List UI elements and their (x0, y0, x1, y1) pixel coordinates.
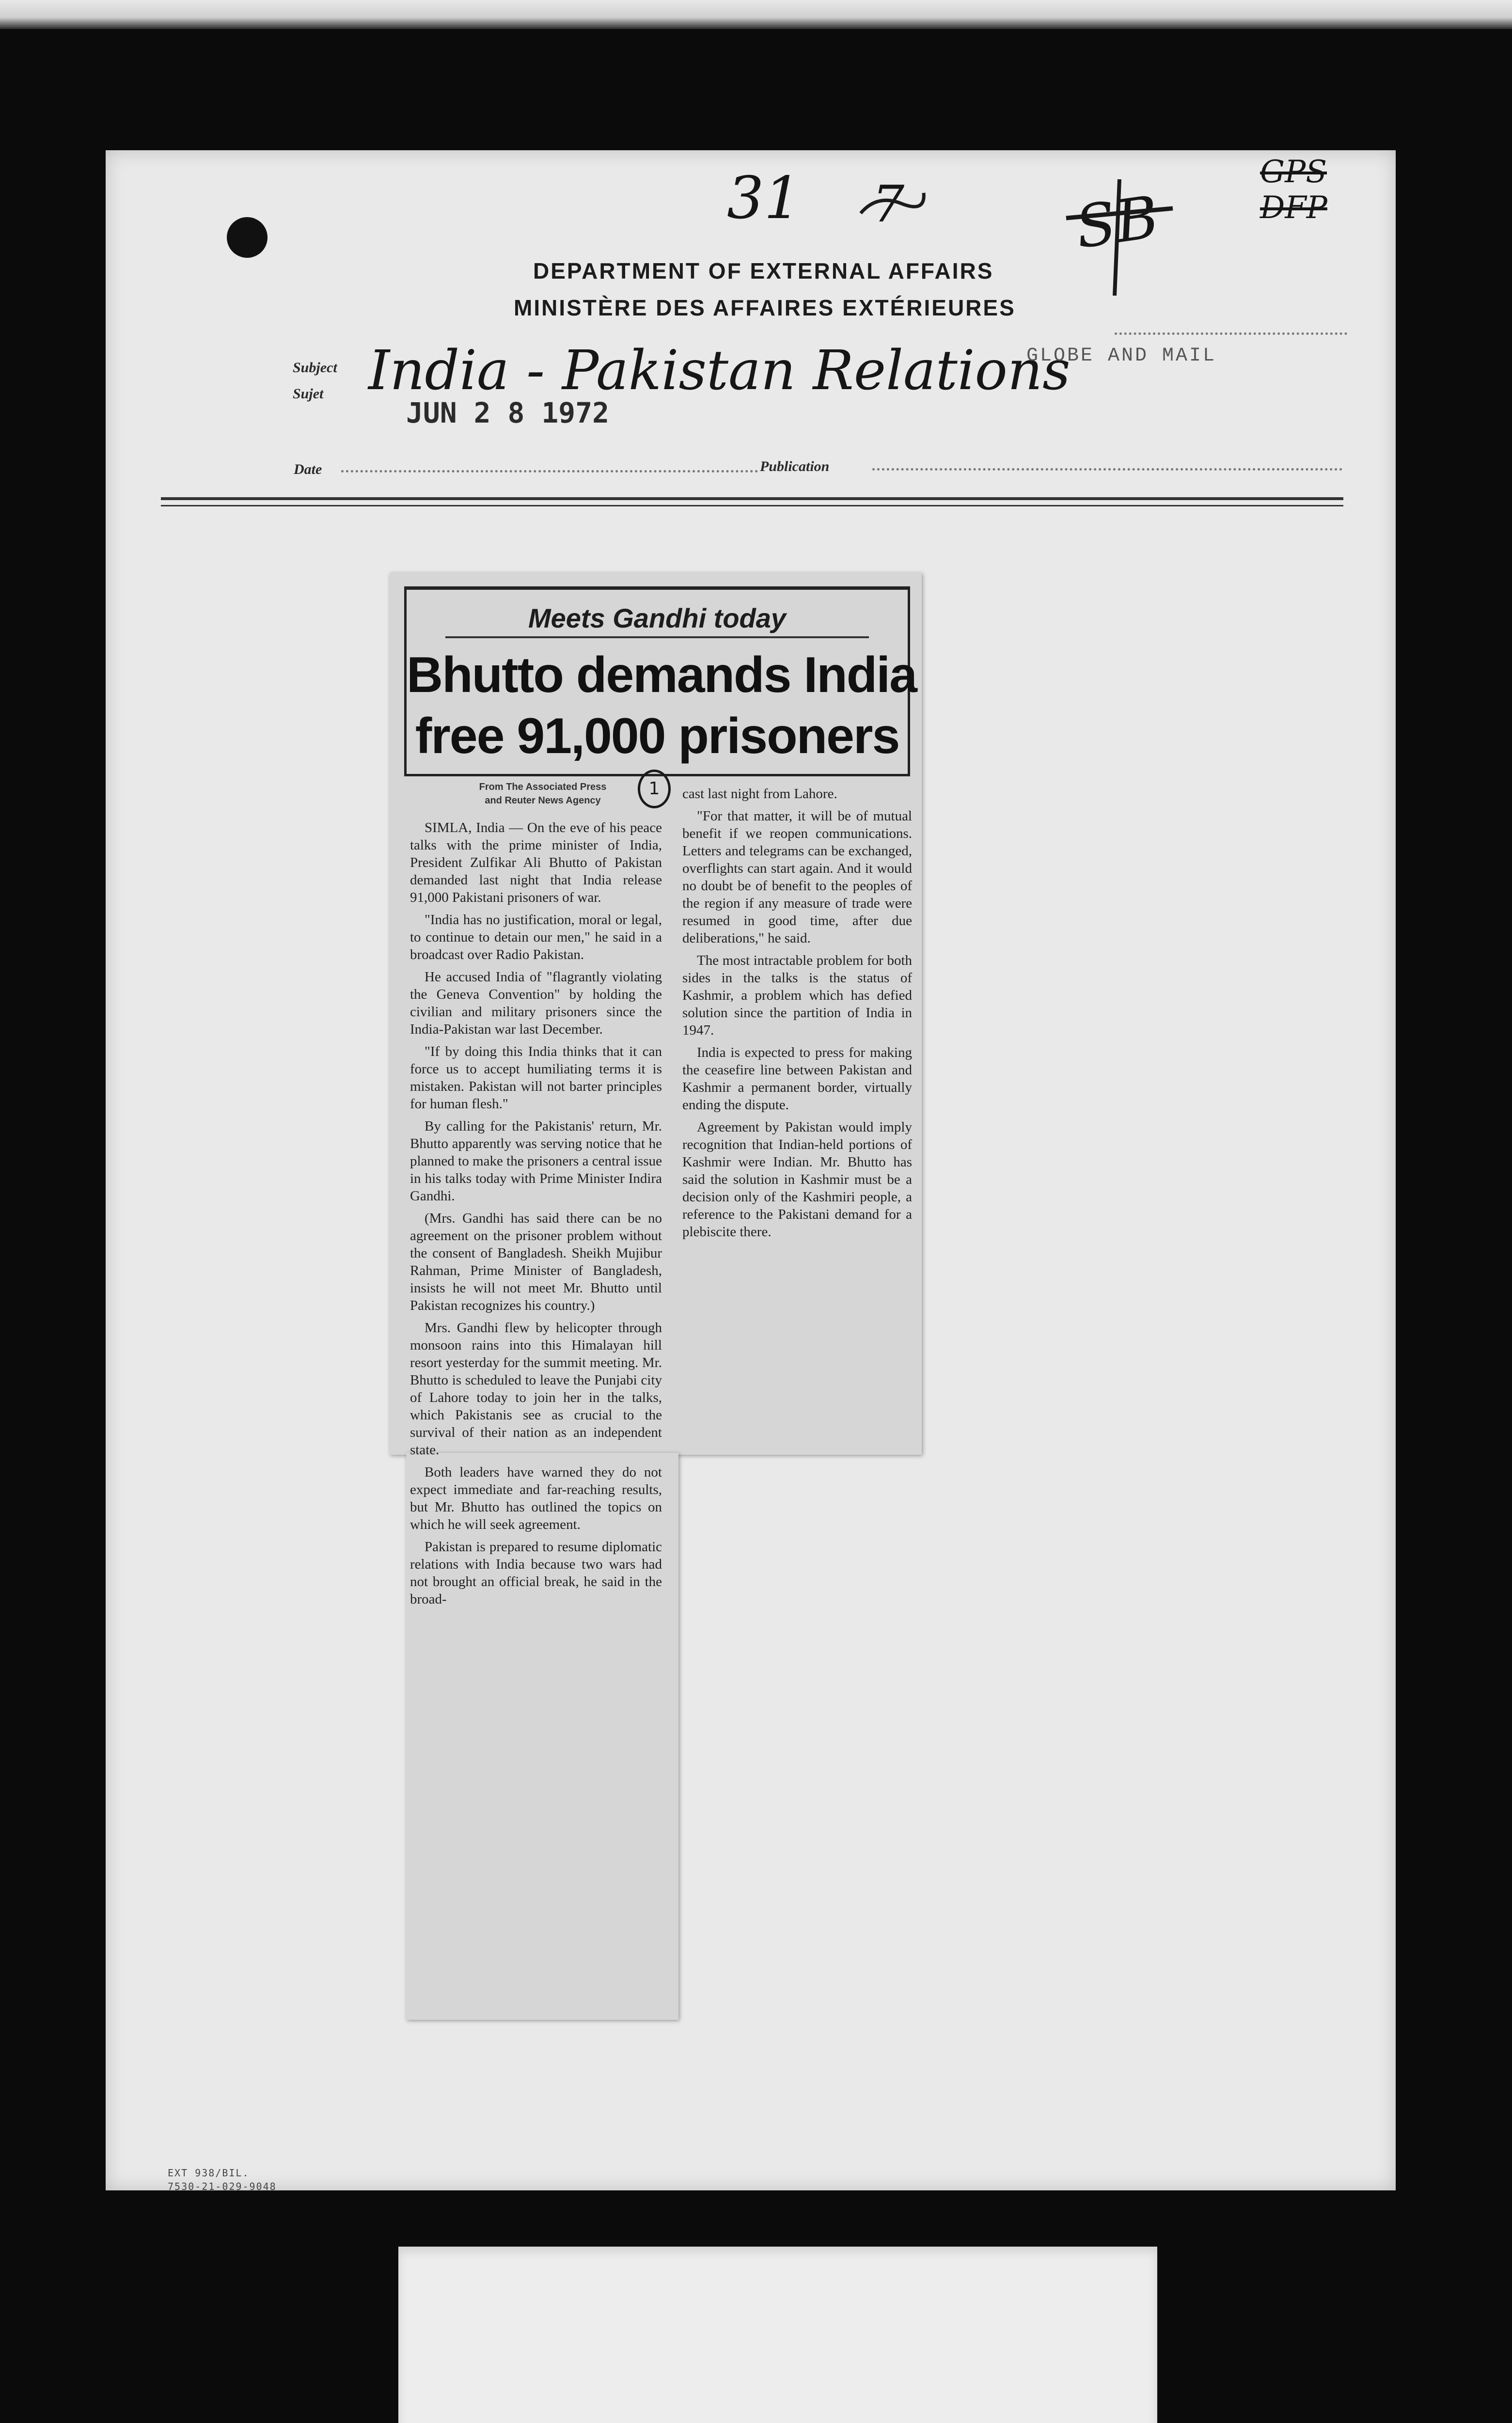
article-headline-line-1: Bhutto demands India (407, 647, 916, 703)
form-code-line-1: EXT 938/BIL. (168, 2167, 250, 2179)
handwritten-file-number-left: 31 (727, 165, 801, 232)
article-headline-line-2: free 91,000 prisoners (415, 708, 899, 764)
initials-strike-icon (1061, 174, 1178, 300)
byline-line-1: From The Associated Press (479, 782, 607, 792)
article-paragraph: (Mrs. Gandhi has said there can be no agreement on the prisoner problem without the consent of Bangladesh. Sheikh Mujibur Rahman, Prime Minister of Bangladesh, insists he will not meet Mr. Bhutto until Pakistan recognizes his country.) (410, 1211, 662, 1313)
article-paragraph: cast last night from Lahore. (682, 786, 837, 802)
article-column-1 (410, 819, 662, 1613)
form-code (168, 2166, 277, 2193)
article-kicker: Meets Gandhi today (528, 603, 787, 633)
circled-annotation-mark: 1 (638, 770, 671, 808)
headline-box (404, 586, 916, 776)
article-paragraph: By calling for the Pakistanis' return, Mr. Bhutto apparently was serving notice that he planned to make the prisoners a central issue in his talks today with Prime Minister Indira Gandhi. (410, 1118, 662, 1204)
sujet-label: Sujet (293, 386, 324, 402)
kicker-underline (445, 636, 869, 638)
publication-dotted-line (872, 468, 1342, 471)
blank-index-card (398, 2247, 1157, 2423)
handwritten-file-number-right: 7 (872, 174, 905, 234)
article-paragraph: Mrs. Gandhi flew by helicopter through monsoon rains into this Himalayan hill resort yesterday for the summit meeting. Mr. Bhutto is scheduled to leave the Punjabi city of Lahore today to join her in the talks, which Pakistanis see as crucial to the survival of their nation as an independent state. (410, 1320, 662, 1458)
date-dotted-line (341, 470, 758, 472)
form-rule-thin (161, 505, 1343, 506)
byline-line-2: and Reuter News Agency (485, 795, 601, 806)
handwritten-dash-mark (858, 184, 926, 223)
article-paragraph: "For that matter, it will be of mutual benefit if we reopen communications. Letters and telegrams can be exchanged, overflights can start again. And it would no doubt be of benefit to the peoples of the region if any measure of trade were resumed in good time, after due deliberations," he said. (682, 808, 912, 946)
article-column-2 (682, 785, 912, 1245)
article-paragraph: SIMLA, India — On the eve of his peace talks with the prime minister of India, President Zulfikar Ali Bhutto of Pakistan demanded last night that India release 91,000 Pakistani prisoners of war. (410, 820, 662, 905)
handwritten-initials: SB (1071, 183, 1163, 262)
form-rule-thick (161, 497, 1343, 500)
date-stamp: JUN 2 8 1972 (406, 396, 610, 429)
article-paragraph: Both leaders have warned they do not expect immediate and far-reaching results, but Mr. Bhutto has outlined the topics on which he will seek agreement. (410, 1464, 662, 1532)
article-paragraph: "India has no justification, moral or legal, to continue to detain our men," he said in a broadcast over Radio Pakistan. (410, 912, 662, 962)
publication-name: GLOBE AND MAIL (1026, 345, 1217, 367)
publication-label: Publication (760, 458, 830, 474)
date-label: Date (294, 461, 322, 477)
publication-dotted-line-top (1115, 332, 1347, 335)
department-heading-fr: MINISTÈRE DES AFFAIRES EXTÉRIEURES (514, 295, 1016, 320)
article-paragraph: The most intractable problem for both sides in the talks is the status of Kashmir, a problem which has defied solution since the partition of India in 1947. (682, 953, 912, 1038)
article-paragraph: India is expected to press for making the ceasefire line between Pakistan and Kashmir a permanent border, virtually ending the dispute. (682, 1045, 912, 1113)
article-byline (426, 780, 659, 807)
subject-label: Subject (293, 360, 337, 376)
handwritten-subject: India - Pakistan Relations (368, 339, 1071, 402)
article-paragraph: Agreement by Pakistan would imply recognition that Indian-held portions of Kashmir were Indian. Mr. Bhutto has said the solution in Kashmir must be a decision only of the Kashmiri people, a reference to the Pakistani demand for a plebiscite there. (682, 1119, 912, 1240)
film-edge (0, 0, 1512, 29)
article-paragraph: Pakistan is prepared to resume diplomatic relations with India because two wars had not brought an official break, he said in the broad- (410, 1539, 662, 1607)
corner-code-struck-1: GPS (1260, 154, 1327, 190)
article-paragraph: He accused India of "flagrantly violating the Geneva Convention" by holding the civilian and military prisoners since the India-Pakistan war last December. (410, 969, 662, 1037)
form-code-line-2: 7530-21-029-9048 (168, 2181, 277, 2192)
corner-code-struck-2: DFP (1260, 190, 1327, 226)
punch-hole-icon (227, 217, 268, 258)
article-paragraph: "If by doing this India thinks that it can force us to accept humiliating terms it is mistaken. Pakistan will not barter principles for human flesh." (410, 1044, 662, 1112)
department-heading-en: DEPARTMENT OF EXTERNAL AFFAIRS (533, 258, 994, 283)
